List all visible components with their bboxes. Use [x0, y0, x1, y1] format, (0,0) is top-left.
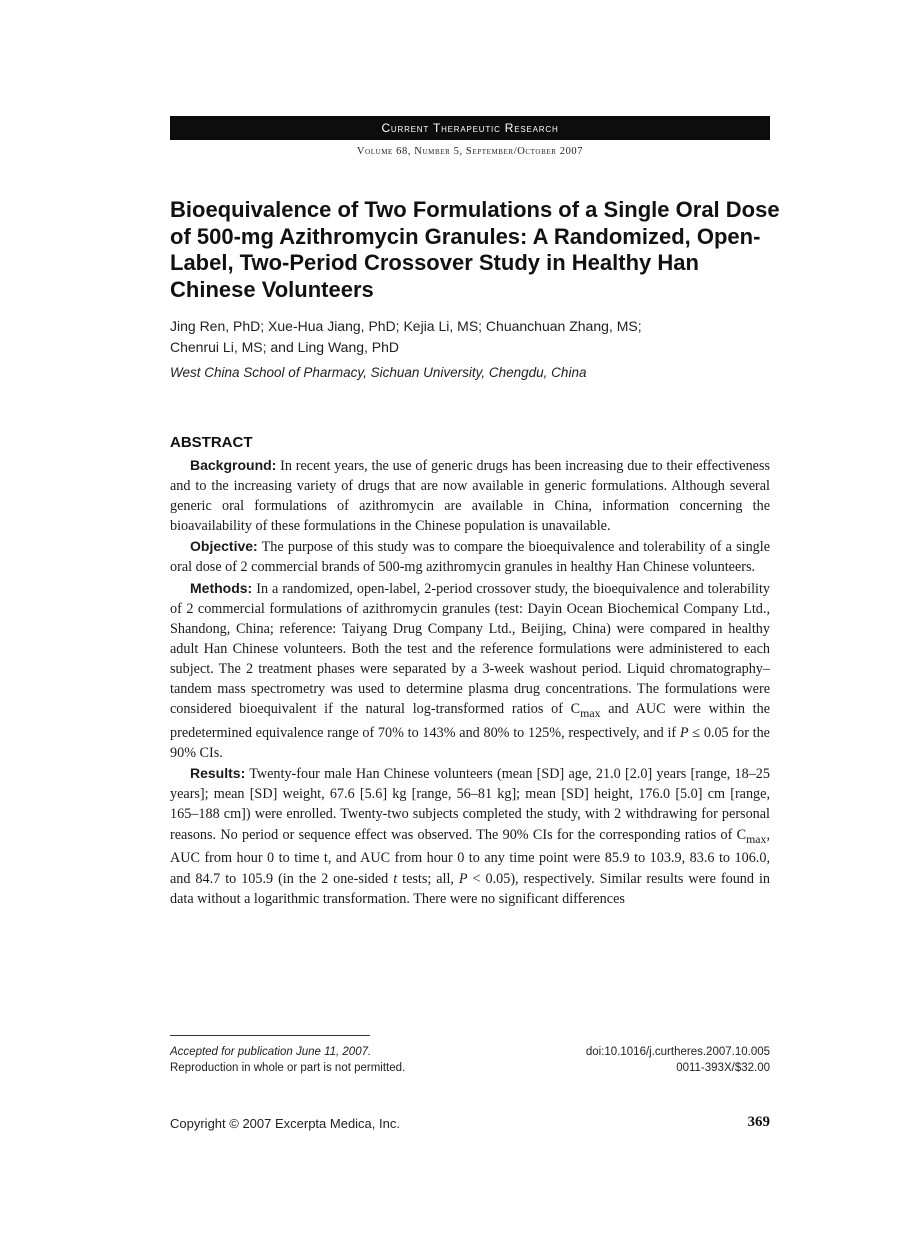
results-text-a: Twenty-four male Han Chinese volunteers (mean [SD] age, 21.0 [2.0] years [range, 18–25 years]; mean [SD] weight, 67.6 [5.6] kg [range, 56–81 kg]; mean [SD] height, 176.0 [5.0] cm [range, 165–188 cm]) were enrolled. Twenty-two subjects completed the study, with 2 withdrawing for personal reasons. No period or sequence effect was observed. The 90% CIs for the corresponding ratios of C — [170, 766, 770, 843]
journal-name-banner: Current Therapeutic Research — [170, 116, 770, 140]
background-label: Background: — [190, 457, 277, 473]
results-text-d: < 0.05), respectively. Similar results were found in data without a logarithmic transformation. There were no significant differences — [170, 870, 770, 907]
abstract-results — [170, 763, 770, 908]
methods-text-a: In a randomized, open-label, 2-period crossover study, the bioequivalence and tolerability of 2 commercial formulations of azithromycin granules (test: Dayin Ocean Biochemical Company Ltd., Shandong, China; reference: Taiyang Drug Company Ltd., Beijing, China) were compared in healthy adult Han Chinese volunteers. Both the test and the reference formulations were administered to each subject. The 2 treatment phases were separated by a 3-week washout period. Liquid chromatography–tandem mass spectrometry was used to determine plasma drug concentrations. The formulations were considered bioequivalent if the natural log-transformed ratios of C — [170, 580, 770, 718]
results-t-symbol: t — [393, 870, 398, 887]
copyright-notice: Copyright © 2007 Excerpta Medica, Inc. — [170, 1116, 400, 1131]
abstract-background — [170, 455, 770, 536]
page-number: 369 — [747, 1114, 770, 1130]
article-title: Bioequivalence of Two Formulations of a Single Oral Dose of 500-mg Azithromycin Granules: A Randomized, Open-Label, Two-Period Crossover Study in Healthy Han Chinese Volunteers — [170, 197, 780, 302]
reproduction-notice: Reproduction in whole or part is not permitted. — [170, 1062, 406, 1074]
affiliation: West China School of Pharmacy, Sichuan University, Chengdu, China — [170, 365, 587, 380]
authors-line-1: Jing Ren, PhD; Xue-Hua Jiang, PhD; Kejia Li, MS; Chuanchuan Zhang, MS; — [170, 318, 642, 334]
author-list — [170, 316, 770, 358]
abstract-body — [170, 455, 770, 909]
methods-cmax-subscript: max — [580, 705, 601, 720]
methods-text-b: and AUC were within the predetermined equivalence range of 70% to 143% and 80% to 125%, respectively, and if — [170, 701, 770, 742]
issn: 0011-393X/$32.00 — [676, 1062, 770, 1074]
results-cmax-subscript: max — [746, 831, 767, 846]
objective-text: The purpose of this study was to compare the bioequivalence and tolerability of a single oral dose of 2 commercial brands of 500-mg azithromycin granules in healthy Han Chinese volunteers. — [170, 539, 770, 576]
authors-line-2: Chenrui Li, MS; and Ling Wang, PhD — [170, 339, 400, 355]
abstract-methods — [170, 578, 770, 764]
background-text: In recent years, the use of generic drugs has been increasing due to their effectiveness and to the increasing variety of drugs that are now available in generic formulations. Although several generic oral formulations of azithromycin are available in China, information concerning the bioavailability of these formulations in the Chinese population is unavailable. — [170, 458, 771, 535]
results-label: Results: — [190, 765, 246, 782]
results-text-b: , AUC from hour 0 to time t, and AUC from hour 0 to any time point were 85.9 to 103.9, 83.6 to 106.0, and 84.7 to 105.9 (in the 2 one-sided — [170, 826, 770, 887]
accepted-date: Accepted for publication June 11, 2007. — [170, 1046, 372, 1058]
issue-info: Volume 68, Number 5, September/October 2007 — [356, 146, 584, 157]
abstract-objective — [170, 536, 770, 577]
footnote-right — [470, 1044, 770, 1076]
methods-label: Methods: — [190, 579, 253, 596]
footnote-divider — [170, 1035, 370, 1036]
abstract-heading: ABSTRACT — [170, 434, 253, 451]
methods-text-c: ≤ 0.05 for the 90% CIs. — [170, 725, 770, 762]
results-text-c: tests; all, — [397, 870, 459, 887]
objective-label: Objective: — [190, 538, 258, 555]
results-p-symbol: P — [458, 870, 468, 887]
doi: doi:10.1016/j.curtheres.2007.10.005 — [585, 1046, 770, 1058]
methods-p-symbol: P — [679, 725, 689, 742]
